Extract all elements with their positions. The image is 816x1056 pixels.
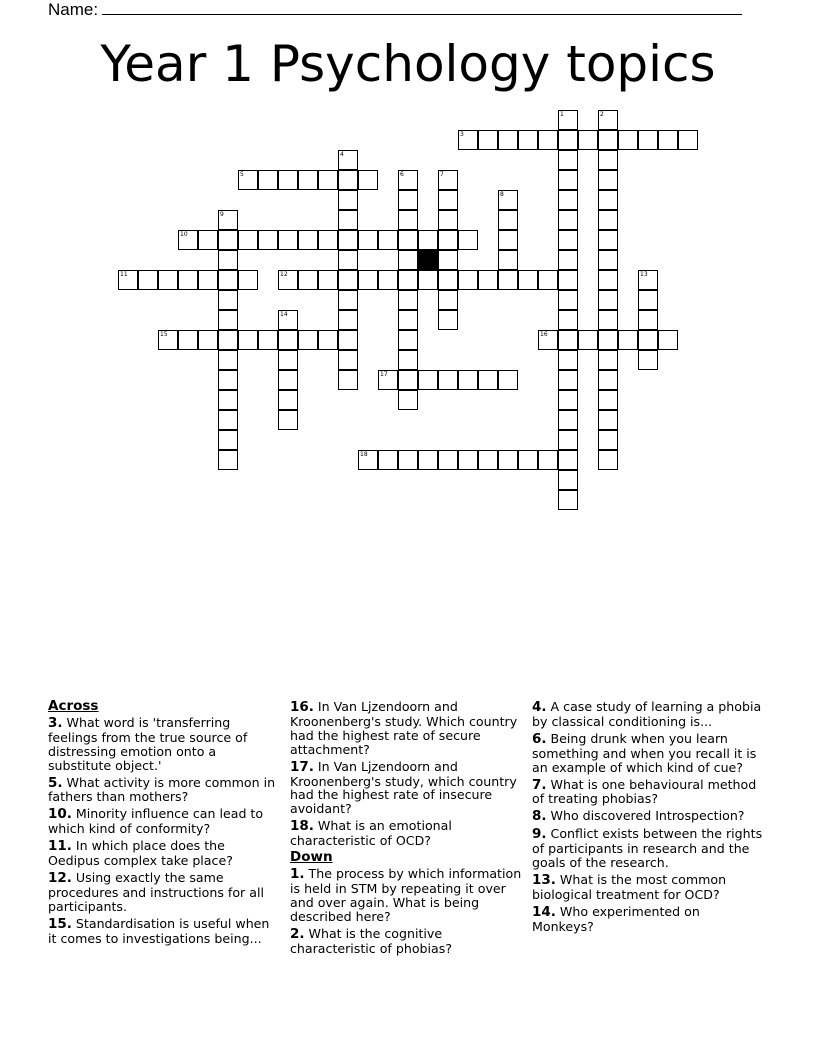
grid-cell[interactable] [438, 190, 458, 210]
grid-cell[interactable] [558, 190, 578, 210]
grid-cell[interactable] [218, 330, 238, 350]
grid-cell[interactable] [178, 330, 198, 350]
grid-cell[interactable] [438, 210, 458, 230]
grid-cell[interactable] [218, 410, 238, 430]
grid-cell[interactable] [318, 230, 338, 250]
grid-cell[interactable] [398, 230, 418, 250]
clue-item [48, 716, 280, 773]
grid-cell[interactable] [118, 270, 138, 290]
grid-cell[interactable] [438, 450, 458, 470]
grid-cell[interactable] [498, 210, 518, 230]
grid-cell[interactable] [398, 270, 418, 290]
clue-item-text: In which place does the Oedipus complex take place? [48, 838, 233, 869]
grid-cell[interactable] [298, 170, 318, 190]
down-heading: Down [290, 849, 333, 866]
grid-cell[interactable] [598, 330, 618, 350]
down-clues-continued [532, 700, 764, 934]
grid-cell[interactable] [278, 370, 298, 390]
grid-cell[interactable] [678, 130, 698, 150]
grid-cell[interactable] [398, 290, 418, 310]
grid-cell[interactable] [238, 270, 258, 290]
clue-number: 15 [160, 331, 168, 338]
grid-cell[interactable] [598, 110, 618, 130]
grid-cell[interactable] [378, 370, 398, 390]
grid-cell[interactable] [338, 190, 358, 210]
clue-item-number: 8. [532, 808, 547, 825]
clue-item-text: Who discovered Introspection? [546, 808, 745, 824]
clue-item-text: What is one behavioural method of treating phobias? [532, 776, 757, 807]
grid-cell[interactable] [198, 270, 218, 290]
grid-cell[interactable] [238, 170, 258, 190]
clue-item [290, 867, 522, 924]
grid-cell[interactable] [218, 210, 238, 230]
grid-cell[interactable] [398, 390, 418, 410]
grid-cell[interactable] [398, 250, 418, 270]
clue-item [290, 927, 522, 956]
grid-cell[interactable] [158, 330, 178, 350]
grid-cell[interactable] [398, 210, 418, 230]
grid-cell[interactable] [278, 410, 298, 430]
grid-cell[interactable] [218, 270, 238, 290]
grid-cell[interactable] [298, 230, 318, 250]
across-heading: Across [48, 698, 99, 714]
grid-cell[interactable] [658, 130, 678, 150]
grid-cell[interactable] [418, 370, 438, 390]
grid-cell[interactable] [398, 190, 418, 210]
grid-cell[interactable] [338, 370, 358, 390]
grid-cell[interactable] [638, 330, 658, 350]
grid-cell[interactable] [398, 170, 418, 190]
grid-cell[interactable] [558, 350, 578, 370]
grid-cell[interactable] [638, 270, 658, 290]
name-label: Name: [48, 0, 99, 19]
grid-cell[interactable] [198, 330, 218, 350]
grid-cell[interactable] [478, 130, 498, 150]
grid-cell[interactable] [338, 210, 358, 230]
clue-item [532, 809, 764, 824]
clue-number: 3 [460, 131, 464, 138]
grid-cell[interactable] [438, 370, 458, 390]
clue-item-text: A case study of learning a phobia by classical conditioning is... [532, 699, 762, 729]
grid-cell[interactable] [458, 230, 478, 250]
clue-item [532, 732, 764, 775]
grid-cell[interactable] [558, 290, 578, 310]
grid-cell[interactable] [278, 310, 298, 330]
grid-cell[interactable] [478, 370, 498, 390]
grid-cell[interactable] [398, 310, 418, 330]
grid-cell[interactable] [438, 250, 458, 270]
grid-cell[interactable] [378, 270, 398, 290]
grid-cell[interactable] [498, 130, 518, 150]
clue-item-number: 17. [290, 758, 314, 775]
grid-cell[interactable] [398, 370, 418, 390]
grid-cell[interactable] [598, 450, 618, 470]
grid-cell[interactable] [598, 430, 618, 450]
grid-cell[interactable] [498, 370, 518, 390]
grid-cell[interactable] [358, 450, 378, 470]
grid-cell[interactable] [138, 270, 158, 290]
grid-cell[interactable] [338, 310, 358, 330]
clue-item [290, 760, 522, 817]
clue-item-text: Who experimented on Monkeys? [532, 903, 700, 934]
clue-item-text: The process by which information is held in STM by repeating it over and over again. What is being described here? [290, 865, 522, 924]
clue-item-number: 7. [532, 776, 547, 793]
grid-cell[interactable] [638, 350, 658, 370]
grid-cell[interactable] [638, 310, 658, 330]
grid-cell[interactable] [658, 330, 678, 350]
grid-cell[interactable] [278, 230, 298, 250]
clues-column-3 [532, 700, 764, 937]
grid-cell[interactable] [578, 330, 598, 350]
grid-cell[interactable] [518, 450, 538, 470]
grid-cell[interactable] [438, 310, 458, 330]
grid-cell[interactable] [498, 250, 518, 270]
clue-item-number: 16. [290, 699, 314, 715]
grid-cell[interactable] [218, 350, 238, 370]
clue-number: 9 [220, 211, 224, 218]
clue-item-text: Minority influence can lead to which kind of conformity? [48, 806, 264, 837]
grid-cell[interactable] [598, 230, 618, 250]
puzzle-title: Year 1 Psychology topics [100, 35, 716, 93]
grid-cell[interactable] [558, 430, 578, 450]
grid-cell[interactable] [218, 450, 238, 470]
grid-cell[interactable] [318, 170, 338, 190]
grid-cell[interactable] [398, 350, 418, 370]
clue-item-number: 4. [532, 699, 547, 715]
clue-item-number: 5. [48, 774, 63, 791]
grid-cell[interactable] [598, 310, 618, 330]
grid-cell[interactable] [598, 410, 618, 430]
grid-cell[interactable] [478, 450, 498, 470]
clue-item-text: What word is 'transferring feelings from the true source of distressing emotion onto a substitute object.' [48, 714, 248, 773]
grid-cell[interactable] [538, 270, 558, 290]
grid-cell[interactable] [338, 270, 358, 290]
clue-item [532, 905, 764, 934]
clue-item [48, 807, 280, 836]
clue-item-text: Being drunk when you learn something and when you recall it is an example of which kind of cue? [532, 730, 757, 775]
clue-number: 7 [440, 171, 444, 178]
grid-cell[interactable] [378, 230, 398, 250]
grid-cell[interactable] [338, 330, 358, 350]
grid-cell[interactable] [438, 170, 458, 190]
clues-column-1 [48, 700, 280, 949]
clue-item-text: In Van Ljzendoorn and Kroonenberg's study. Which country had the highest rate of secure attachment? [290, 699, 518, 757]
grid-cell[interactable] [338, 150, 358, 170]
clue-number: 18 [360, 451, 368, 458]
grid-cell[interactable] [358, 270, 378, 290]
grid-cell[interactable] [198, 230, 218, 250]
grid-cell[interactable] [278, 390, 298, 410]
clue-item-number: 10. [48, 806, 72, 823]
clue-item-text: What is an emotional characteristic of OCD? [290, 818, 452, 849]
clue-item-number: 1. [290, 865, 305, 882]
grid-cell[interactable] [278, 170, 298, 190]
grid-cell[interactable] [318, 270, 338, 290]
grid-cell[interactable] [598, 350, 618, 370]
grid-cell[interactable] [218, 310, 238, 330]
grid-cell[interactable] [558, 270, 578, 290]
grid-cell[interactable] [558, 470, 578, 490]
grid-cell[interactable] [638, 290, 658, 310]
grid-cell[interactable] [258, 170, 278, 190]
grid-cell[interactable] [258, 230, 278, 250]
grid-cell[interactable] [398, 450, 418, 470]
grid-cell[interactable] [558, 150, 578, 170]
grid-cell[interactable] [438, 290, 458, 310]
grid-cell[interactable] [598, 250, 618, 270]
across-clues [48, 716, 280, 946]
grid-cell[interactable] [558, 170, 578, 190]
grid-cell[interactable] [558, 390, 578, 410]
grid-cell[interactable] [558, 450, 578, 470]
clue-number: 12 [280, 271, 288, 278]
grid-cell[interactable] [218, 230, 238, 250]
grid-cell[interactable] [558, 330, 578, 350]
clue-item-number: 2. [290, 925, 305, 942]
clue-item [48, 871, 280, 914]
grid-cell[interactable] [518, 270, 538, 290]
clue-item-number: 9. [532, 826, 547, 843]
clue-number: 17 [380, 371, 388, 378]
clues-column-2 [290, 700, 522, 958]
grid-cell[interactable] [478, 270, 498, 290]
clue-item [532, 873, 764, 902]
clue-item-text: What is the cognitive characteristic of phobias? [290, 925, 453, 956]
clue-item-text: Using exactly the same procedures and instructions for all participants. [48, 869, 264, 914]
grid-cell[interactable] [598, 170, 618, 190]
clue-item-text: What is the most common biological treatment for OCD? [532, 871, 727, 902]
grid-cell[interactable] [598, 150, 618, 170]
clue-number: 16 [540, 331, 548, 338]
grid-cell[interactable] [538, 330, 558, 350]
clue-number: 10 [180, 231, 188, 238]
grid-cell[interactable] [418, 230, 438, 250]
clue-number: 1 [560, 111, 564, 118]
grid-cell[interactable] [318, 330, 338, 350]
grid-cell[interactable] [558, 490, 578, 510]
grid-cell[interactable] [358, 230, 378, 250]
grid-cell[interactable] [218, 370, 238, 390]
grid-cell[interactable] [358, 170, 378, 190]
across-clues-continued [290, 700, 522, 848]
clue-item-text: What activity is more common in fathers than mothers? [48, 774, 276, 805]
grid-cell[interactable] [518, 130, 538, 150]
grid-cell[interactable] [278, 270, 298, 290]
grid-cell[interactable] [558, 250, 578, 270]
grid-cell[interactable] [298, 270, 318, 290]
grid-cell[interactable] [558, 410, 578, 430]
grid-cell[interactable] [218, 250, 238, 270]
grid-cell[interactable] [538, 130, 558, 150]
grid-cell[interactable] [178, 270, 198, 290]
grid-cell[interactable] [178, 230, 198, 250]
grid-cell[interactable] [438, 230, 458, 250]
grid-cell[interactable] [158, 270, 178, 290]
clue-number: 6 [400, 171, 404, 178]
grid-cell[interactable] [598, 390, 618, 410]
grid-cell[interactable] [218, 290, 238, 310]
down-clues [290, 867, 522, 955]
clue-item [48, 839, 280, 868]
grid-cell[interactable] [438, 270, 458, 290]
grid-cell[interactable] [218, 430, 238, 450]
grid-cell[interactable] [378, 450, 398, 470]
clue-item [290, 819, 522, 848]
grid-cell[interactable] [598, 190, 618, 210]
grid-cell[interactable] [258, 330, 278, 350]
clue-item-text: Standardisation is useful when it comes to investigations being... [48, 915, 270, 946]
grid-cell[interactable] [598, 130, 618, 150]
clue-item-number: 14. [532, 903, 556, 920]
grid-cell[interactable] [338, 290, 358, 310]
grid-cell[interactable] [398, 330, 418, 350]
grid-cell[interactable] [418, 450, 438, 470]
grid-cell[interactable] [498, 270, 518, 290]
grid-cell[interactable] [638, 130, 658, 150]
grid-cell[interactable] [598, 370, 618, 390]
clue-item-text: Conflict exists between the rights of participants in research and the goals of the research. [532, 826, 763, 871]
grid-cell[interactable] [458, 370, 478, 390]
clue-item [290, 700, 522, 757]
grid-cell[interactable] [558, 210, 578, 230]
clue-item-number: 6. [532, 730, 547, 747]
grid-cell[interactable] [578, 130, 598, 150]
clue-item-number: 11. [48, 838, 72, 855]
clue-number: 5 [240, 171, 244, 178]
grid-cell[interactable] [618, 130, 638, 150]
grid-cell[interactable] [458, 270, 478, 290]
grid-cell[interactable] [338, 170, 358, 190]
clue-number: 11 [120, 271, 128, 278]
grid-cell[interactable] [238, 330, 258, 350]
grid-cell[interactable] [598, 290, 618, 310]
clue-item-number: 13. [532, 871, 556, 888]
grid-cell[interactable] [298, 330, 318, 350]
grid-cell[interactable] [458, 450, 478, 470]
grid-cell[interactable] [458, 130, 478, 150]
clue-item-number: 12. [48, 869, 72, 886]
grid-cell[interactable] [558, 110, 578, 130]
grid-cell[interactable] [598, 270, 618, 290]
grid-cell[interactable] [558, 230, 578, 250]
grid-cell[interactable] [498, 450, 518, 470]
clue-number: 4 [340, 151, 344, 158]
clue-item-number: 18. [290, 818, 314, 835]
clue-number: 14 [280, 311, 288, 318]
grid-cell[interactable] [278, 330, 298, 350]
grid-cell[interactable] [558, 370, 578, 390]
clue-item-number: 3. [48, 714, 63, 731]
clue-number: 2 [600, 111, 604, 118]
clue-item-text: In Van Ljzendoorn and Kroonenberg's study, which country had the highest rate of insecure avoidant? [290, 758, 517, 817]
clue-item [48, 776, 280, 805]
grid-cell[interactable] [338, 250, 358, 270]
clue-item [532, 700, 764, 729]
grid-cell[interactable] [218, 390, 238, 410]
grid-cell[interactable] [558, 130, 578, 150]
grid-cell[interactable] [338, 350, 358, 370]
grid-cell[interactable] [558, 310, 578, 330]
grid-cell[interactable] [278, 350, 298, 370]
clue-number: 8 [500, 191, 504, 198]
grid-cell[interactable] [238, 230, 258, 250]
clue-item-number: 15. [48, 915, 72, 932]
clue-number: 13 [640, 271, 648, 278]
clue-item [532, 778, 764, 807]
grid-cell[interactable] [418, 270, 438, 290]
black-cell [418, 250, 438, 270]
grid-cell[interactable] [498, 230, 518, 250]
grid-cell[interactable] [498, 190, 518, 210]
clue-item [48, 917, 280, 946]
grid-cell[interactable] [338, 230, 358, 250]
grid-cell[interactable] [618, 330, 638, 350]
grid-cell[interactable] [598, 210, 618, 230]
clue-item [532, 827, 764, 870]
grid-cell[interactable] [538, 450, 558, 470]
